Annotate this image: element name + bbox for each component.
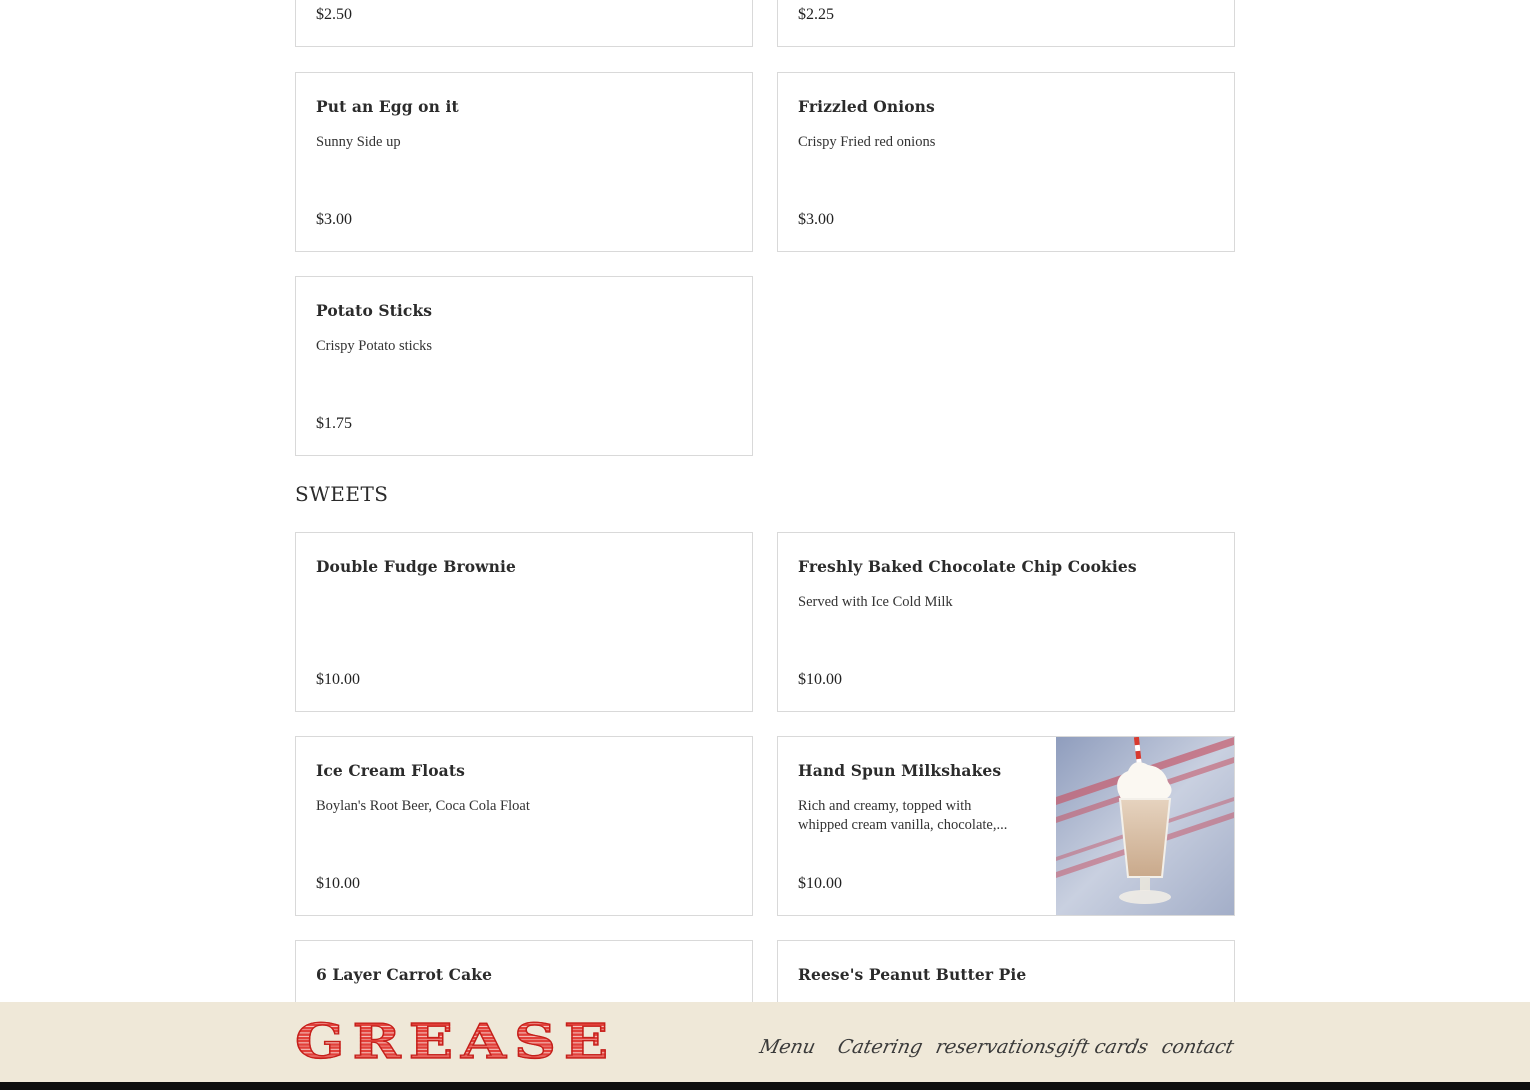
menu-item-card[interactable] [295,276,753,456]
menu-item-card[interactable] [295,736,753,916]
item-name: Ice Cream Floats [316,761,465,780]
section-title-sweets: SWEETS [295,482,389,506]
nav-link-gift-cards[interactable]: gift cards [1053,1036,1151,1058]
item-name: Double Fudge Brownie [316,557,516,576]
item-price: $2.50 [316,6,352,23]
grease-logo[interactable]: GREASE [295,1013,617,1070]
menu-item-card[interactable] [777,532,1235,712]
item-price: $10.00 [316,875,360,892]
item-price: $10.00 [316,671,360,688]
item-description: Crispy Potato sticks [316,338,433,354]
item-name: Reese's Peanut Butter Pie [798,965,1027,984]
item-price: $3.00 [798,211,834,228]
footer-bottom-strip [0,1082,1530,1090]
menu-item-card[interactable] [295,72,753,252]
item-price: $1.75 [316,415,352,432]
item-description: Served with Ice Cold Milk [798,594,953,610]
milkshake-image [1056,737,1234,915]
item-name: Put an Egg on it [316,97,459,116]
item-price: $10.00 [798,671,842,688]
nav-link-menu[interactable]: Menu [757,1036,818,1058]
item-description: Sunny Side up [316,134,401,150]
item-price: $10.00 [798,875,842,892]
item-description: Boylan's Root Beer, Coca Cola Float [316,798,530,814]
item-name: Frizzled Onions [798,97,935,116]
item-name: Freshly Baked Chocolate Chip Cookies [798,557,1137,576]
item-description: Rich and creamy, topped with whipped cream vanilla, chocolate,... [798,798,1008,833]
menu-item-card[interactable] [777,0,1235,47]
menu-item-card[interactable] [777,72,1235,252]
nav-link-reservations[interactable]: reservations [933,1036,1058,1058]
item-name: Hand Spun Milkshakes [798,761,1002,780]
menu-item-card[interactable] [295,532,753,712]
item-name: 6 Layer Carrot Cake [316,965,493,984]
menu-item-card[interactable] [777,736,1235,916]
nav-link-catering[interactable]: Catering [835,1036,925,1058]
item-description: Crispy Fried red onions [798,134,936,150]
menu-item-card[interactable] [295,0,753,47]
item-price: $3.00 [316,211,352,228]
item-price: $2.25 [798,6,834,23]
item-name: Potato Sticks [316,301,433,320]
milkshake-photo [1056,737,1234,915]
nav-link-contact[interactable]: contact [1159,1036,1236,1058]
